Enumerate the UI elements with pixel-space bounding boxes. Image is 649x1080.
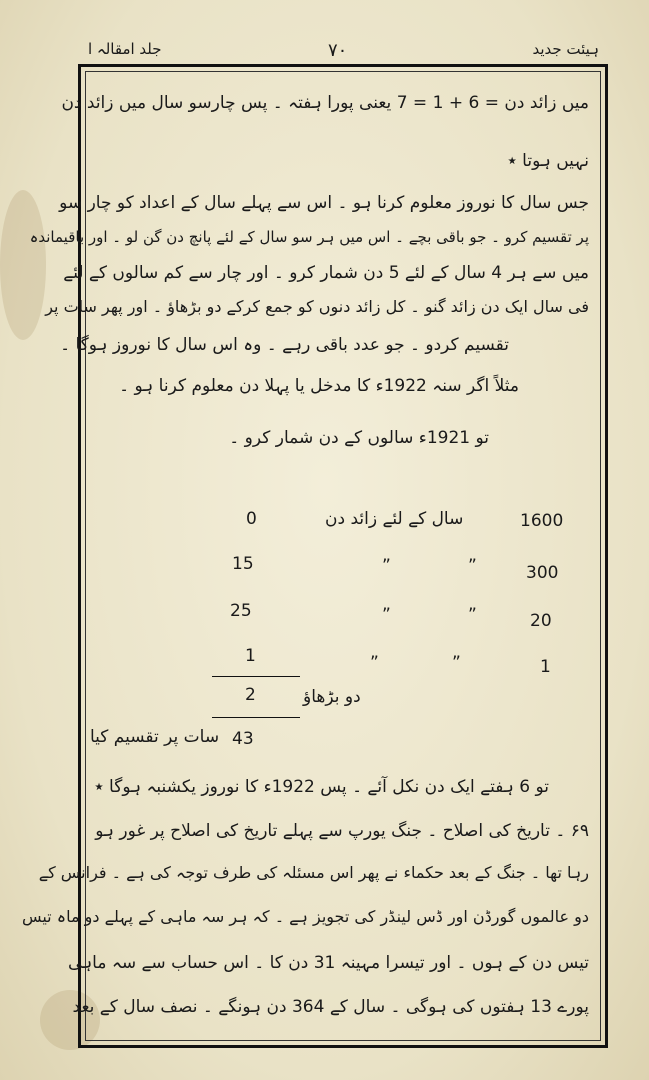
table-days: 15 xyxy=(232,554,254,574)
table-total-label: سات پر تقسیم کیا xyxy=(90,727,220,747)
text-line: تقسیم کردو ۔ جو عدد باقی رہے ۔ وہ اس سال کا نوروز ہوگا ۔ xyxy=(60,335,509,355)
table-ditto: ” xyxy=(452,653,461,673)
table-ditto: ” xyxy=(468,556,477,576)
table-year: 300 xyxy=(526,563,559,583)
table-ditto: ” xyxy=(370,653,379,673)
table-year: 1600 xyxy=(520,511,564,531)
table-year: 20 xyxy=(530,611,552,631)
table-days: 0 xyxy=(246,509,257,529)
table-add-value: 2 xyxy=(245,685,256,705)
table-add-label: دو بڑھاؤ xyxy=(303,687,361,707)
total-rule xyxy=(212,717,300,718)
text-line: رہا تھا ۔ جنگ کے بعد حکماء نے پھر اس مسئلہ کی طرف توجہ کی ہے ۔ فرانس کے xyxy=(38,863,589,882)
text-line: تو 6 ہفتے ایک دن نکل آئے ۔ پس 1922ء کا نوروز یکشنبہ ہوگا ٭ xyxy=(94,777,549,797)
sum-rule xyxy=(212,676,300,677)
text-line: جس سال کا نوروز معلوم کرنا ہو ۔ اس سے پہلے سال کے اعداد کو چار سو xyxy=(59,193,589,213)
text-line: میں زائد دن = 6 + 1 = 7 یعنی پورا ہفتہ ۔ پس چارسو سال میں زائد دن xyxy=(61,93,589,113)
text-line: فی سال ایک دن زائد گنو ۔ کل زائد دنوں کو جمع کرکے دو بڑھاؤ ۔ اور پھر سات پر xyxy=(45,297,589,316)
text-line: تیس دن کے ہوں ۔ اور تیسرا مہینہ 31 دن کا ۔ اس حساب سے سہ ماہی xyxy=(68,953,589,973)
table-days: 1 xyxy=(245,646,256,666)
text-line: مثلاً اگر سنہ 1922ء کا مدخل یا پہلا دن معلوم کرنا ہو ۔ xyxy=(119,376,519,396)
header-book-title: ہیئت جدید xyxy=(532,40,599,58)
text-line: میں سے ہر 4 سال کے لئے 5 دن شمار کرو ۔ اور چار سے کم سالوں کے لئے xyxy=(63,263,589,283)
table-header-label: سال کے لئے زائد دن xyxy=(325,509,464,529)
text-line: ۶۹ ۔ تاریخ کی اصلاح ۔ جنگ یورپ سے پہلے تاریخ کی اصلاح پر غور ہو xyxy=(95,821,589,841)
text-line: تو 1921ء سالوں کے دن شمار کرو ۔ xyxy=(229,428,489,448)
text-line: پر تقسیم کرو ۔ جو باقی بچے ۔ اس میں ہر سو سال کے لئے پانچ دن گن لو ۔ اور باقیماندہ xyxy=(29,228,589,246)
table-days: 25 xyxy=(230,601,252,621)
table-ditto: ” xyxy=(382,556,391,576)
header-volume: جلد امقالہ ا xyxy=(88,40,162,58)
table-ditto: ” xyxy=(468,605,477,625)
table-total-value: 43 xyxy=(232,729,254,749)
page-header xyxy=(88,40,599,66)
text-line: نہیں ہوتا ٭ xyxy=(507,151,589,171)
page-frame-inner xyxy=(85,71,601,1041)
left-edge-stain xyxy=(0,190,46,340)
text-line: پورے 13 ہفتوں کی ہوگی ۔ سال کے 364 دن ہونگے ۔ نصف سال کے بعد xyxy=(72,997,589,1017)
table-ditto: ” xyxy=(382,605,391,625)
header-page-number: ۷۰ xyxy=(328,40,348,61)
text-line: دو عالموں گورڈن اور ڈس لینڈر کی تجویز ہے ۔ کہ ہر سہ ماہی کے پہلے دو ماہ تیس xyxy=(21,907,589,926)
table-year: 1 xyxy=(540,657,551,677)
